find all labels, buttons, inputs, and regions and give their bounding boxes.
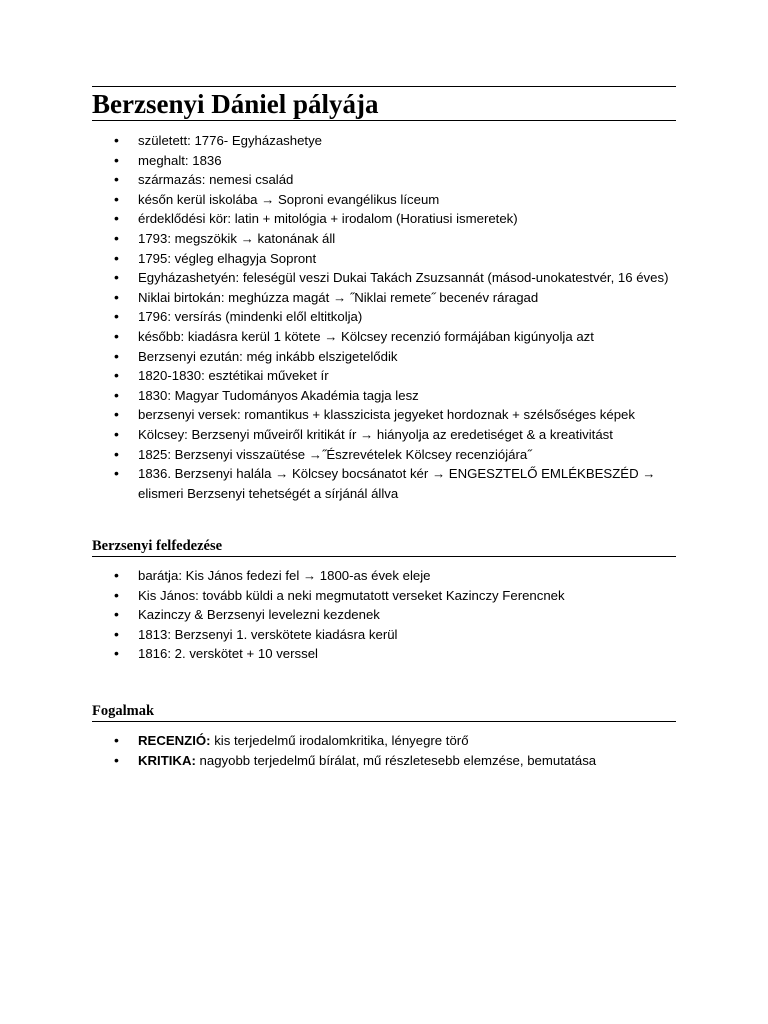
- list-item: • barátja: Kis János fedezi fel → 1800-as évek eleje: [92, 566, 676, 586]
- concepts-list-wrap: [92, 731, 676, 770]
- list-item: • született: 1776- Egyházashetye: [92, 131, 676, 151]
- list-item: • 1813: Berzsenyi 1. verskötete kiadásra kerül: [92, 625, 676, 645]
- list-item: • 1830: Magyar Tudományos Akadémia tagja lesz: [92, 386, 676, 406]
- concept-term: RECENZIÓ:: [138, 733, 211, 748]
- biography-list: [92, 131, 676, 503]
- discovery-heading: Berzsenyi felfedezése: [92, 537, 676, 557]
- concepts-heading: Fogalmak: [92, 702, 676, 722]
- list-item: • Kölcsey: Berzsenyi műveiről kritikát ír → hiányolja az eredetiséget & a kreativitást: [92, 425, 676, 445]
- concepts-list: [92, 731, 676, 770]
- list-item: • 1820-1830: esztétikai műveket ír: [92, 366, 676, 386]
- list-item: • 1825: Berzsenyi visszaütése →˝Észrevételek Kölcsey recenziójára˝: [92, 445, 676, 465]
- biography-section: [92, 131, 676, 503]
- concept-definition: kis terjedelmű irodalomkritika, lényegre törő: [210, 733, 469, 748]
- list-item: • meghalt: 1836: [92, 151, 676, 171]
- concepts-section: [92, 702, 676, 722]
- list-item: • későn kerül iskolába → Soproni evangélikus líceum: [92, 190, 676, 210]
- list-item: • később: kiadásra kerül 1 kötete → Kölcsey recenzió formájában kigúnyolja azt: [92, 327, 676, 347]
- list-item: • Kazinczy & Berzsenyi levelezni kezdenek: [92, 605, 676, 625]
- list-item: • 1836. Berzsenyi halála → Kölcsey bocsánatot kér → ENGESZTELŐ EMLÉKBESZÉD → elismeri Berzsenyi tehetségét a sírjánál állva: [92, 464, 676, 503]
- list-item: • Kis János: tovább küldi a neki megmutatott verseket Kazinczy Ferencnek: [92, 586, 676, 606]
- list-item: • Niklai birtokán: meghúzza magát → ˝Niklai remete˝ becenév ráragad: [92, 288, 676, 308]
- concept-term: KRITIKA:: [138, 752, 196, 768]
- list-item: • 1795: végleg elhagyja Sopront: [92, 249, 676, 269]
- discovery-list-wrap: [92, 566, 676, 664]
- list-item: • 1796: versírás (mindenki elől eltitkolja): [92, 307, 676, 327]
- title-rule-bottom: [92, 120, 676, 121]
- discovery-section: [92, 537, 676, 557]
- list-item: • berzsenyi versek: romantikus + klasszicista jegyeket hordoznak + szélsőséges képek: [92, 405, 676, 425]
- list-item: • érdeklődési kör: latin + mitológia + irodalom (Horatiusi ismeretek): [92, 209, 676, 229]
- concept-item: [92, 731, 676, 751]
- concept-definition: nagyobb terjedelmű bírálat, mű részletesebb elemzése, bemutatása: [195, 752, 597, 768]
- list-item: • Egyházashetyén: feleségül veszi Dukai Takách Zsuzsannát (másod-unokatestvér, 16 éves): [92, 268, 676, 288]
- list-item: • származás: nemesi család: [92, 170, 676, 190]
- page-title: Berzsenyi Dániel pályája: [92, 89, 379, 119]
- title-rule-top: [92, 86, 676, 87]
- list-item: • 1816: 2. verskötet + 10 verssel: [92, 644, 676, 664]
- discovery-list: [92, 566, 676, 664]
- concept-item: [92, 751, 676, 771]
- list-item: • 1793: megszökik → katonának áll: [92, 229, 676, 249]
- list-item: • Berzsenyi ezután: még inkább elszigetelődik: [92, 347, 676, 367]
